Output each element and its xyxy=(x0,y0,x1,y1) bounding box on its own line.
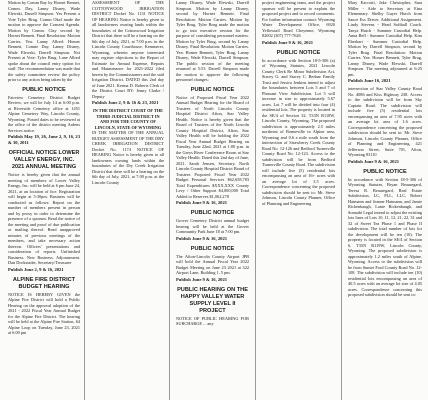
notice-body-text: Lanny Disney, Wade Elewski, Darrell Simpson. Motion by Lanny Disney, second by Hornet Bennett. Final Resolution: Motion Carries. Motion by Tyler Brug. Tyler Brug made the motion to go into executive session for the purpose of considering personnel matters. Motion by Tyler Brug, second by Lanny Disney. Final Resolution: Motion Carries. Yea: Homer Bennett, Tyler Brug, Lanny Disney, Wade Elewski, Darrell Simpson. The public session of the meeting resumed at 5:53. Darrell Simpson made the motion to approve the following personnel changes: xyxy=(176,0,249,82)
notice-body-text: Notice of Proposed Fiscal Year 2022 Annual Budget Hearing for the Board of Trustees of North Lincoln County Hospital District Afton, Star Valley Health. Notice is hereby given that the Board of Trustees of the North Lincoln County Hospital District, Afton, Star Valley Health will be holding the 2022 Fiscal Year Annual Budget Hearing on Tuesday, June 22nd, 2021 at 1:00 p.m. in the Greys River Conference Room at Star Valley Health. Dated this 2nd day of June, 2021. Sarah Jensen, Secretary. North Lincoln County Hospital District Board of Trustees Proposed Fiscal Year 2022 Budget Personal Services $62,658,783 Total Expenditures $XXX,XXX County Levy / Other Support $4,000,000 Total Added to Reserves $1,062,278 xyxy=(176,94,249,199)
column-3 xyxy=(176,0,249,327)
publish-dates: Publish May 19, 26, June 2, 9, 16, 23 & 30, 2011 xyxy=(8,134,80,145)
publish-dates: Publish June 9 & 16, 2021 xyxy=(262,39,314,45)
column-divider xyxy=(255,0,256,400)
notice-heading: PUBLIC NOTICE xyxy=(190,245,235,252)
notice-body-text: ASSESSMENT OF THE COTTONWOOD IRRIGATION DISTRICT Docket No. 1131 NOTICE OF HEARING Notice is hereby given to all landowners owning lands within the boundaries of the Cottonwood Irrigation District that there will be a hearing on the 6th day of July, 2021, at 7:00 p.m. in the Lincoln County Courthouse, Kemmerer, Wyoming, wherein anyone interested may register objections to the Report of Estimate for Annual Expense, Repairs and Maintenance for 2021-2022 filed herein by the Commissioners and the said Irrigation District. DATED this 2nd day of June 2021. Kerma D. Roberts Clerk of the District Court BY: Jenny Clarke / Deputy xyxy=(92,0,164,99)
publish-dates: Publish June 9 & 16, 2021 xyxy=(176,200,228,205)
notice-body-text: Motion by Comm Ray by Hornet Bennet, Comm. Day, Lanny Disney, Wade Elewski, Darrell Simpson. Yes Present a Vote Tyler Brug. Comm Okal made the motion to approve the Consent Agenda. Motion by Comm. Clay second by Hornet Bennett. Final Resolution: Motion Carries. Yea: Lanny Allred: Homer Bennett, Connie Day, Lanny Disney, Wade Elewski, Darrell Simpson. Not Present at Vote: Tyler Brug. Lane Allred spoke about the council entry option for staff. The recommendation was made that the safety committee review the policy prior to any action being taken by the xyxy=(8,0,80,82)
notice-body-text: Notice is hereby given that the annual meeting of members of Lower Valley Energy, Inc. will be held at 6 pm June 24, 2021, at an location of fice. Registration will begin at 5:30pm. Business will be conducted as follows: Report on the number of members present in person and by proxy in order to determine the presence of a quorum. Read the notice of the meeting and proof of due publication or mailing thereof. Read unapproved minutes of previous meetings of the members, and take necessary action thereon. Officers' presentations and consideration of reports. Unfinished Business. New Business. Adjournment. Dan Dockstader, Secretary/Treasurer xyxy=(8,172,80,265)
notice-body-text: In accordance with Section 18-5-306 of Wyoming Statutes, Bryan Beauregard, Teresa R. Beauregard, Real Estate Subdivision, LC, PLL, LLC, Robert Hatmann and Jeanne Hatmann, and Jamie Rickenbaugh, Lanie Rickenbaugh, and Sonnabi Legal intend to adjust the existing lots lines of Lots 10, 11, 12, 21, 22, 31 and 32 of Sweet Tea Phase 1 and Phase II subdivision. The total number of lots for the development will be ten (10). The property is located in the SE/4 of Section 6, T35N R119W, Lincoln County, Wyoming. The proposed subdivision is approximately 1.2 miles south of Alpine, Wyoming. Access to the subdivision will be from Sunset Ford County Road No. 12-108. The subdivision will include ten (10) residential lots encompassing an area of 40.5 acres with an average lot size of 4.05 acres. Correspondence concerning this proposed subdivision should be sent to: xyxy=(348,176,422,297)
notice-body-text: Mary Eaccotti, Jake Christopher, Sara Miller - Aide to Secretary at Etna Elementary. Shelby Guyer Hutch from Sauce Ess Driver. Additional Assignment. Lindy Stevens - Head Softball Coach. Tanya Hutch - Summer Custodial Help. Anna Bell - Summer Custodial Help. Kim Eberhart - Summer Custodial Help. Motion by Darrell Simpson, second by Tyler Brug. Final Resolution: Motion Carries. Yea: Homer Bennett, Tyler Brug, Lanny Disney, Wade Elewski, Darrell Simpson. The meeting adjourned at 6:25 pm. xyxy=(348,0,422,77)
column-divider xyxy=(169,0,170,400)
notice-heading: ALPINE FIRE DISTRICT BUDGET HEARING xyxy=(12,276,76,290)
notice-heading: PUBLIC NOTICE xyxy=(363,168,407,175)
notice-heading: PUBLIC NOTICE xyxy=(276,49,321,56)
column-1 xyxy=(8,0,80,336)
notice-body-text: project engineering team, and the project sponsor will be present to explain the proposed project and to record comments. For further information contact: Wyoming Water Development Office, 6920 Yellowtail Road Cheyenne, Wyoming 82002 (307) 777-7626 xyxy=(262,0,335,38)
column-5 xyxy=(348,0,422,298)
notice-body-text: Grover Cemetery District annual budget hearing will be held at the Grover Community Park June 18 at 7:00 pm. xyxy=(176,218,249,234)
notice-body-text: NOTICE IS HEREBY GIVEN the Alpine Fire District will hold a Public Hearing on the approval adoption of the 2021 - 2022 Fiscal Year Annual Budget for the Alpine Fire District. The hearing will be held at the Alpine Fire Station, 64 Alpine Loop on Tuesday, June 23, 2021 at 6:00 pm xyxy=(8,291,80,335)
publish-dates: Publish June 9 & 16, 2021 xyxy=(176,276,228,282)
publish-dates: Publish June 2, 9 & 16, 2021 xyxy=(8,266,64,272)
notice-body-text: IN THE MATTER OF THE ANNUAL BUDGET ASSESSMENT OF THE DRY CREEK IRRIGATION DISTRICT Docket No. 1174 NOTICE OF HEARING Notice is hereby given to all landowners owning lands within the boundaries of the Dry Creek Irrigation District that there will be a hearing on the 6th day of July, 2021, at 7:00 p.m. at the Lincoln County xyxy=(92,130,164,185)
notice-heading: PUBLIC NOTICE xyxy=(190,86,235,93)
notice-body-text: intersection of Star Valley County Road No. 4086 and Kiss Highway 238. Access to the subdivision will be from Sky Captain Road. The subdivision will include five (5) residential lots encompassing an area of 7.95 acres with an average lot area of 1.6 acres. Correspondence concerning the proposed subdivision should be sent to: Mr. Steve Johnson, Lincoln County Planner, Office of Planning and Engineering, 421 Jefferson Street, Suite 701, Afton, Wyoming 83110 xyxy=(348,86,422,157)
publish-dates: Publish June 16, 2021 xyxy=(348,78,391,83)
column-4 xyxy=(262,0,335,206)
notice-heading: PUBLIC NOTICE xyxy=(22,86,66,93)
notice-body-text: The Afton-Lincoln County Airport JPB will hold the Annual Fiscal Year 2022 Budget Meeting on June 23 2021 at 322 Airport Lane, Building 1, 5 pm. xyxy=(176,253,249,275)
column-divider xyxy=(84,0,85,400)
notice-body-text: Fairview Cemetery District Budget Review, we will be July 14 at 6:00 p.m. at Riverside Cemetery office at 1451 Alpine Cemetery Way, Lincoln County, Wyoming. Posted dates to be reviewed at the office of the district meeting Ardens Services notice. xyxy=(8,94,80,133)
notice-body-text: NOTICE OF PUBLIC HEARING FOR SURCHARGE ... any xyxy=(176,315,249,326)
column-divider xyxy=(341,0,342,400)
publish-dates: Publish June 2, 9 & 16 & 23, 2021 xyxy=(92,100,159,105)
publish-dates: Publish June 9 & 16, 2021 xyxy=(176,235,228,241)
notice-heading: PUBLIC NOTICE xyxy=(190,210,235,216)
notice-heading: PUBLIC HEARING ON THE HAPPY VALLEY WATER SUPPLY LEVEL II PROJECT xyxy=(177,286,248,314)
court-caption: IN THE DISTRICT COURT OF THE THIRD JUDICIAL DISTRICT IN AND FOR THE COUNTY OF LINCOLN, STATE OF WYOMING xyxy=(93,108,163,130)
publish-dates: Publish June 9 & 16, 2021 xyxy=(348,158,400,164)
notice-heading: OFFICIAL NOTICE LOWER VALLEY ENERGY, INC. 2021 ANNUAL MEETING xyxy=(8,150,80,170)
notice-body-text: In accordance with Section 18-5-306 (a) of Wyoming Statutes, 2021 Lincoln County Clerk Re Minor Subdivision Act, Stacey G. and Stacey C. Bednar Family Trust and Jessica Jenkins intend to adjust the boundaries between Lots 5 and 7 of Pleasant View Subdivision. Lot 5 will increase in size to approximately 5.67 acres. Lot 7 will be divided into four (4) residential lots. The property is located in the SE/4 of Section 32, T33N R118W, Lincoln County, Wyoming. The proposed subdivision is approximately 2.5 miles northeast of Bonneville in Alpine area, Wyoming and 0.6 a mile south from the intersection of Strawberry Creek County Road No. 12-126 and Bedford Turnerville County Road No. 12-123. Access to the subdivision will be from Bedford Turnerville County Road. The subdivision will include five (5) residential lots encompassing an area of 16+ acres with an average lot of 3.5 acres. Correspondence concerning the proposed subdivision should be sent to: Mr. Steve Johnson, Lincoln County Planner, Office of Planning and Engineering xyxy=(262,57,335,206)
column-2 xyxy=(92,0,164,185)
